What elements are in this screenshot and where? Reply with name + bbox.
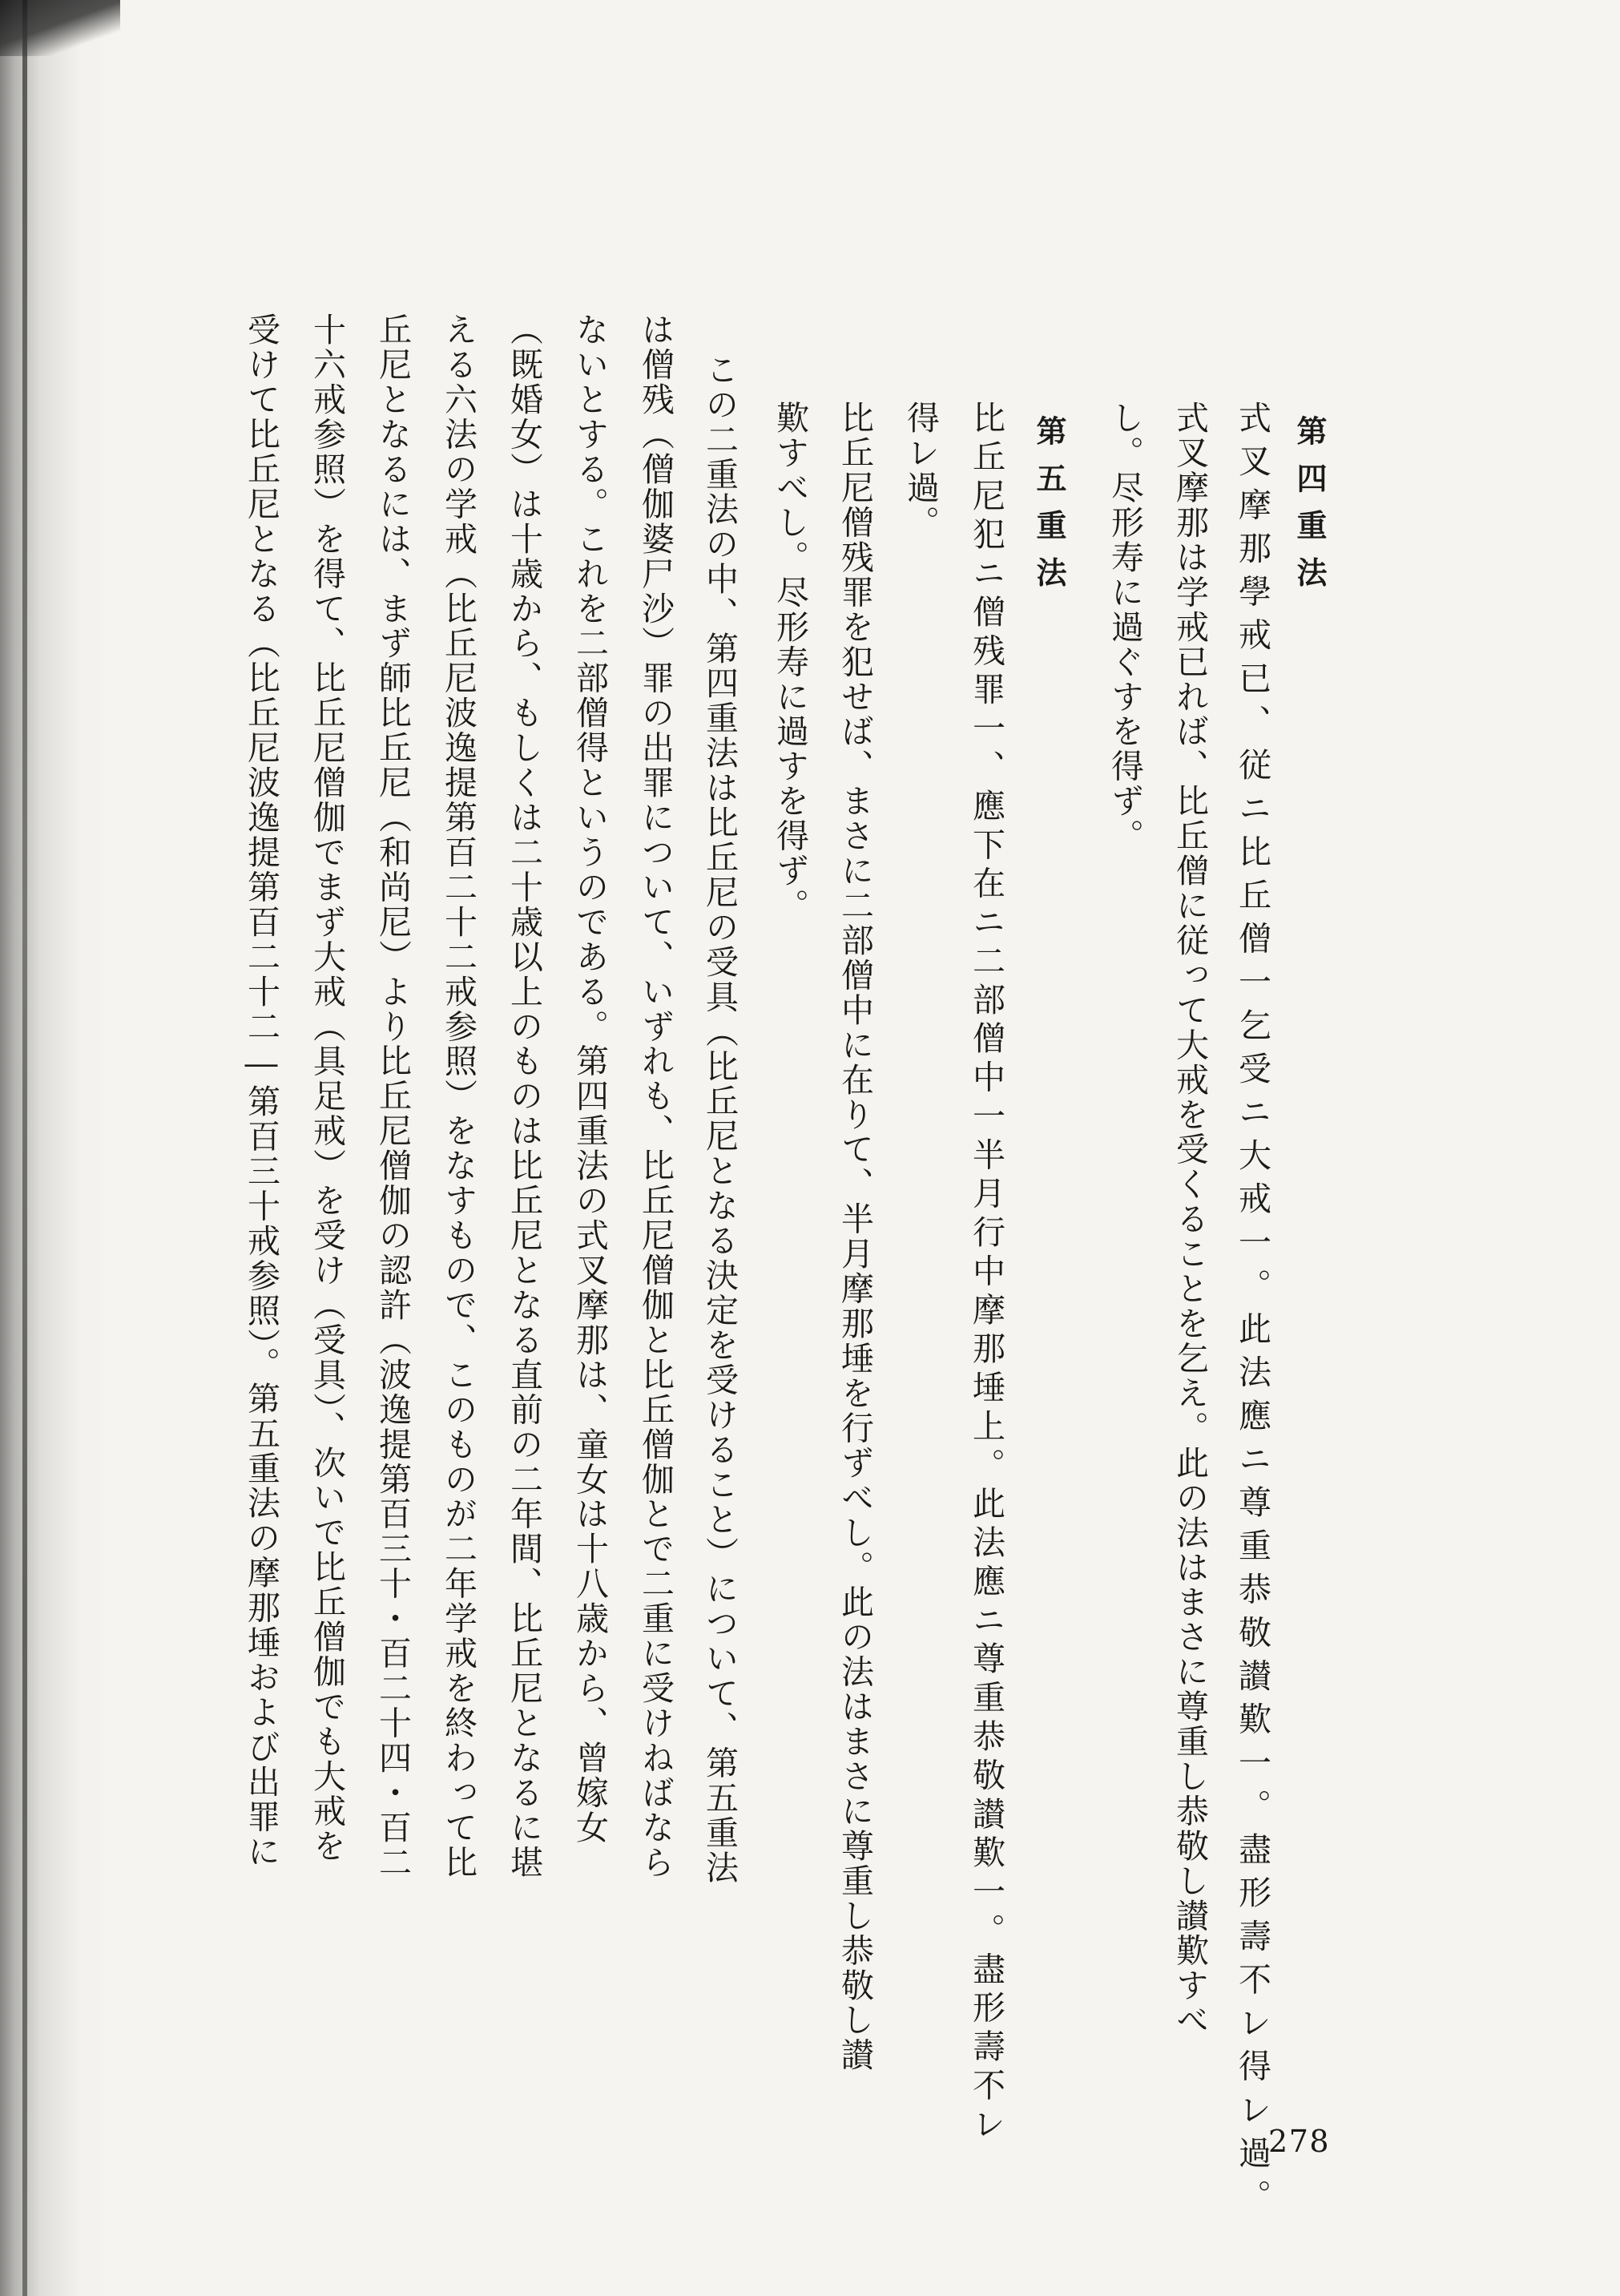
kanbun-fourth-rule: 式叉摩那學戒已、従ニ比丘僧一乞受ニ大戒一。此法應ニ尊重恭敬讃歎一。盡形壽不レ得レ過。 [1233,401,1271,2223]
commentary-line-1: この二重法の中、第四重法は比丘尼の受具（比丘尼となる決定を受けること）について、第五重法 [700,353,739,1886]
commentary-line-8: 受けて比丘尼となる（比丘尼波逸提第百二十二―第百三十戒参照）。第五重法の摩那埵および出罪に [242,313,280,1870]
commentary-line-2: は僧残（僧伽婆尸沙）罪の出罪について、いずれも、比丘尼僧伽と比丘僧伽とで二重に受けねばなら [636,313,675,1880]
translation-fourth-rule-line-2: し。尽形寿に過ぐすを得ず。 [1106,401,1144,853]
commentary-line-5: える六法の学戒（比丘尼波逸提第百二十二戒参照）をなすもので、このものが二年学戒を終わって比 [439,313,478,1880]
binding-edge [22,0,27,2296]
commentary-line-3: ないとする。これを二部僧得というのである。第四重法の式叉摩那は、童女は十八歳から、曾嫁女 [570,313,609,1846]
heading-fourth-rule: 第四重法 [1292,415,1328,604]
kanbun-fifth-rule-line-1: 比丘尼犯ニ僧残罪一、應下在ニ二部僧中一半月行中摩那埵上。此法應ニ尊重恭敬讃歎一。盡形壽不レ [967,401,1005,2146]
commentary-line-7: 十六戒参照）を得て、比丘尼僧伽でまず大戒（具足戒）を受け（受具）、次いで比丘僧伽でも大戒を [308,313,346,1864]
binding-shadow [0,0,120,2296]
translation-fifth-rule-line-1: 比丘尼僧残罪を犯せば、まさに二部僧中に在りて、半月摩那埵を行ずべし。此の法はまさに尊重し恭敬し讃 [836,401,874,2073]
translation-fifth-rule-line-2: 歎すべし。尽形寿に過すを得ず。 [771,401,809,923]
kanbun-fifth-rule-line-2: 得レ過。 [901,401,940,540]
commentary-line-6: 丘尼となるには、まず師比丘尼（和尚尼）より比丘尼僧伽の認許（波逸提第百三十・百二十四・百二 [373,313,412,1880]
heading-fifth-rule: 第五重法 [1031,415,1067,604]
scan-corner-mark [0,0,120,56]
commentary-line-4: （既婚女）は十歳から、もしくは二十歳以上のものは比丘尼となる直前の二年間、比丘尼となるに堪 [505,313,543,1880]
page-number: 278 [1268,2124,1331,2159]
translation-fourth-rule-line-1: 式叉摩那は学戒已れば、比丘僧に従って大戒を受くることを乞え。此の法はまさに尊重し恭敬し讃歎すべ [1171,401,1209,2038]
